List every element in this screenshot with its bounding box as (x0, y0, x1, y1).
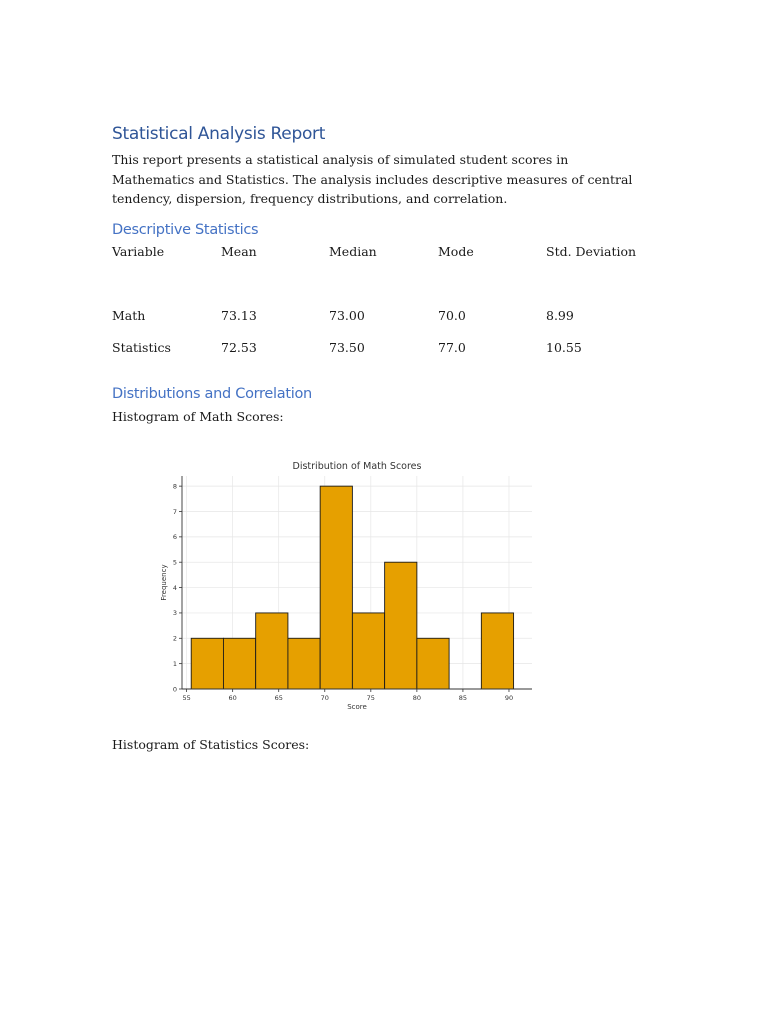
table-cell: 70.0 (438, 308, 466, 323)
y-tick-label: 1 (172, 659, 177, 668)
y-tick-label: 6 (172, 533, 177, 542)
x-tick-label: 55 (182, 694, 191, 702)
histogram-bar (288, 638, 320, 689)
table-cell: 73.00 (329, 308, 365, 323)
x-tick-label: 75 (366, 694, 375, 702)
table-header-cell: Median (329, 244, 377, 259)
table-header-cell: Std. Deviation (546, 244, 637, 259)
math-histogram-caption: Histogram of Math Scores: (112, 409, 284, 424)
y-tick-label: 2 (172, 634, 177, 643)
chart-title: Distribution of Math Scores (292, 461, 422, 472)
x-tick-label: 80 (412, 694, 422, 702)
descriptive-statistics-heading: Descriptive Statistics (112, 222, 259, 238)
y-tick-label: 7 (172, 507, 177, 516)
x-tick-label: 60 (228, 694, 237, 702)
histogram-bar (223, 638, 255, 689)
table-cell: Statistics (112, 340, 171, 355)
y-tick-label: 4 (172, 583, 177, 592)
table-cell: 10.55 (546, 340, 582, 355)
y-tick-label: 0 (172, 685, 177, 694)
table-cell: 73.50 (329, 340, 365, 355)
distributions-heading: Distributions and Correlation (112, 386, 312, 402)
table-cell: 77.0 (438, 340, 466, 355)
histogram-bar (417, 638, 449, 689)
report-title: Statistical Analysis Report (112, 124, 326, 144)
y-axis-label: Frequency (160, 564, 168, 601)
x-axis-label: Score (347, 703, 367, 711)
histogram-bar (481, 613, 513, 689)
histogram-bar (320, 486, 352, 689)
histogram-bar (352, 613, 384, 689)
x-tick-label: 90 (504, 694, 514, 702)
math-scores-histogram (150, 448, 540, 720)
histogram-bar (385, 562, 417, 689)
table-cell: Math (112, 308, 146, 323)
table-header-cell: Mode (438, 244, 474, 259)
y-tick-label: 3 (172, 609, 177, 618)
histogram-bar (256, 613, 288, 689)
histogram-bar (191, 638, 223, 689)
y-tick-label: 5 (172, 558, 177, 567)
intro-paragraph: This report presents a statistical analysis of simulated student scores in Mathematics and Statistics. The analysis includes descriptive measures of central tendency, dispersion, frequency distributions, and correlation. (112, 152, 633, 206)
x-tick-label: 70 (320, 694, 329, 702)
table-cell: 73.13 (221, 308, 257, 323)
y-tick-label: 8 (172, 482, 177, 491)
x-tick-label: 85 (458, 694, 468, 702)
x-tick-label: 65 (274, 694, 283, 702)
table-cell: 8.99 (546, 308, 574, 323)
table-cell: 72.53 (221, 340, 257, 355)
table-header-cell: Mean (221, 244, 257, 259)
statistics-histogram-caption: Histogram of Statistics Scores: (112, 737, 310, 752)
table-header-cell: Variable (112, 244, 165, 259)
